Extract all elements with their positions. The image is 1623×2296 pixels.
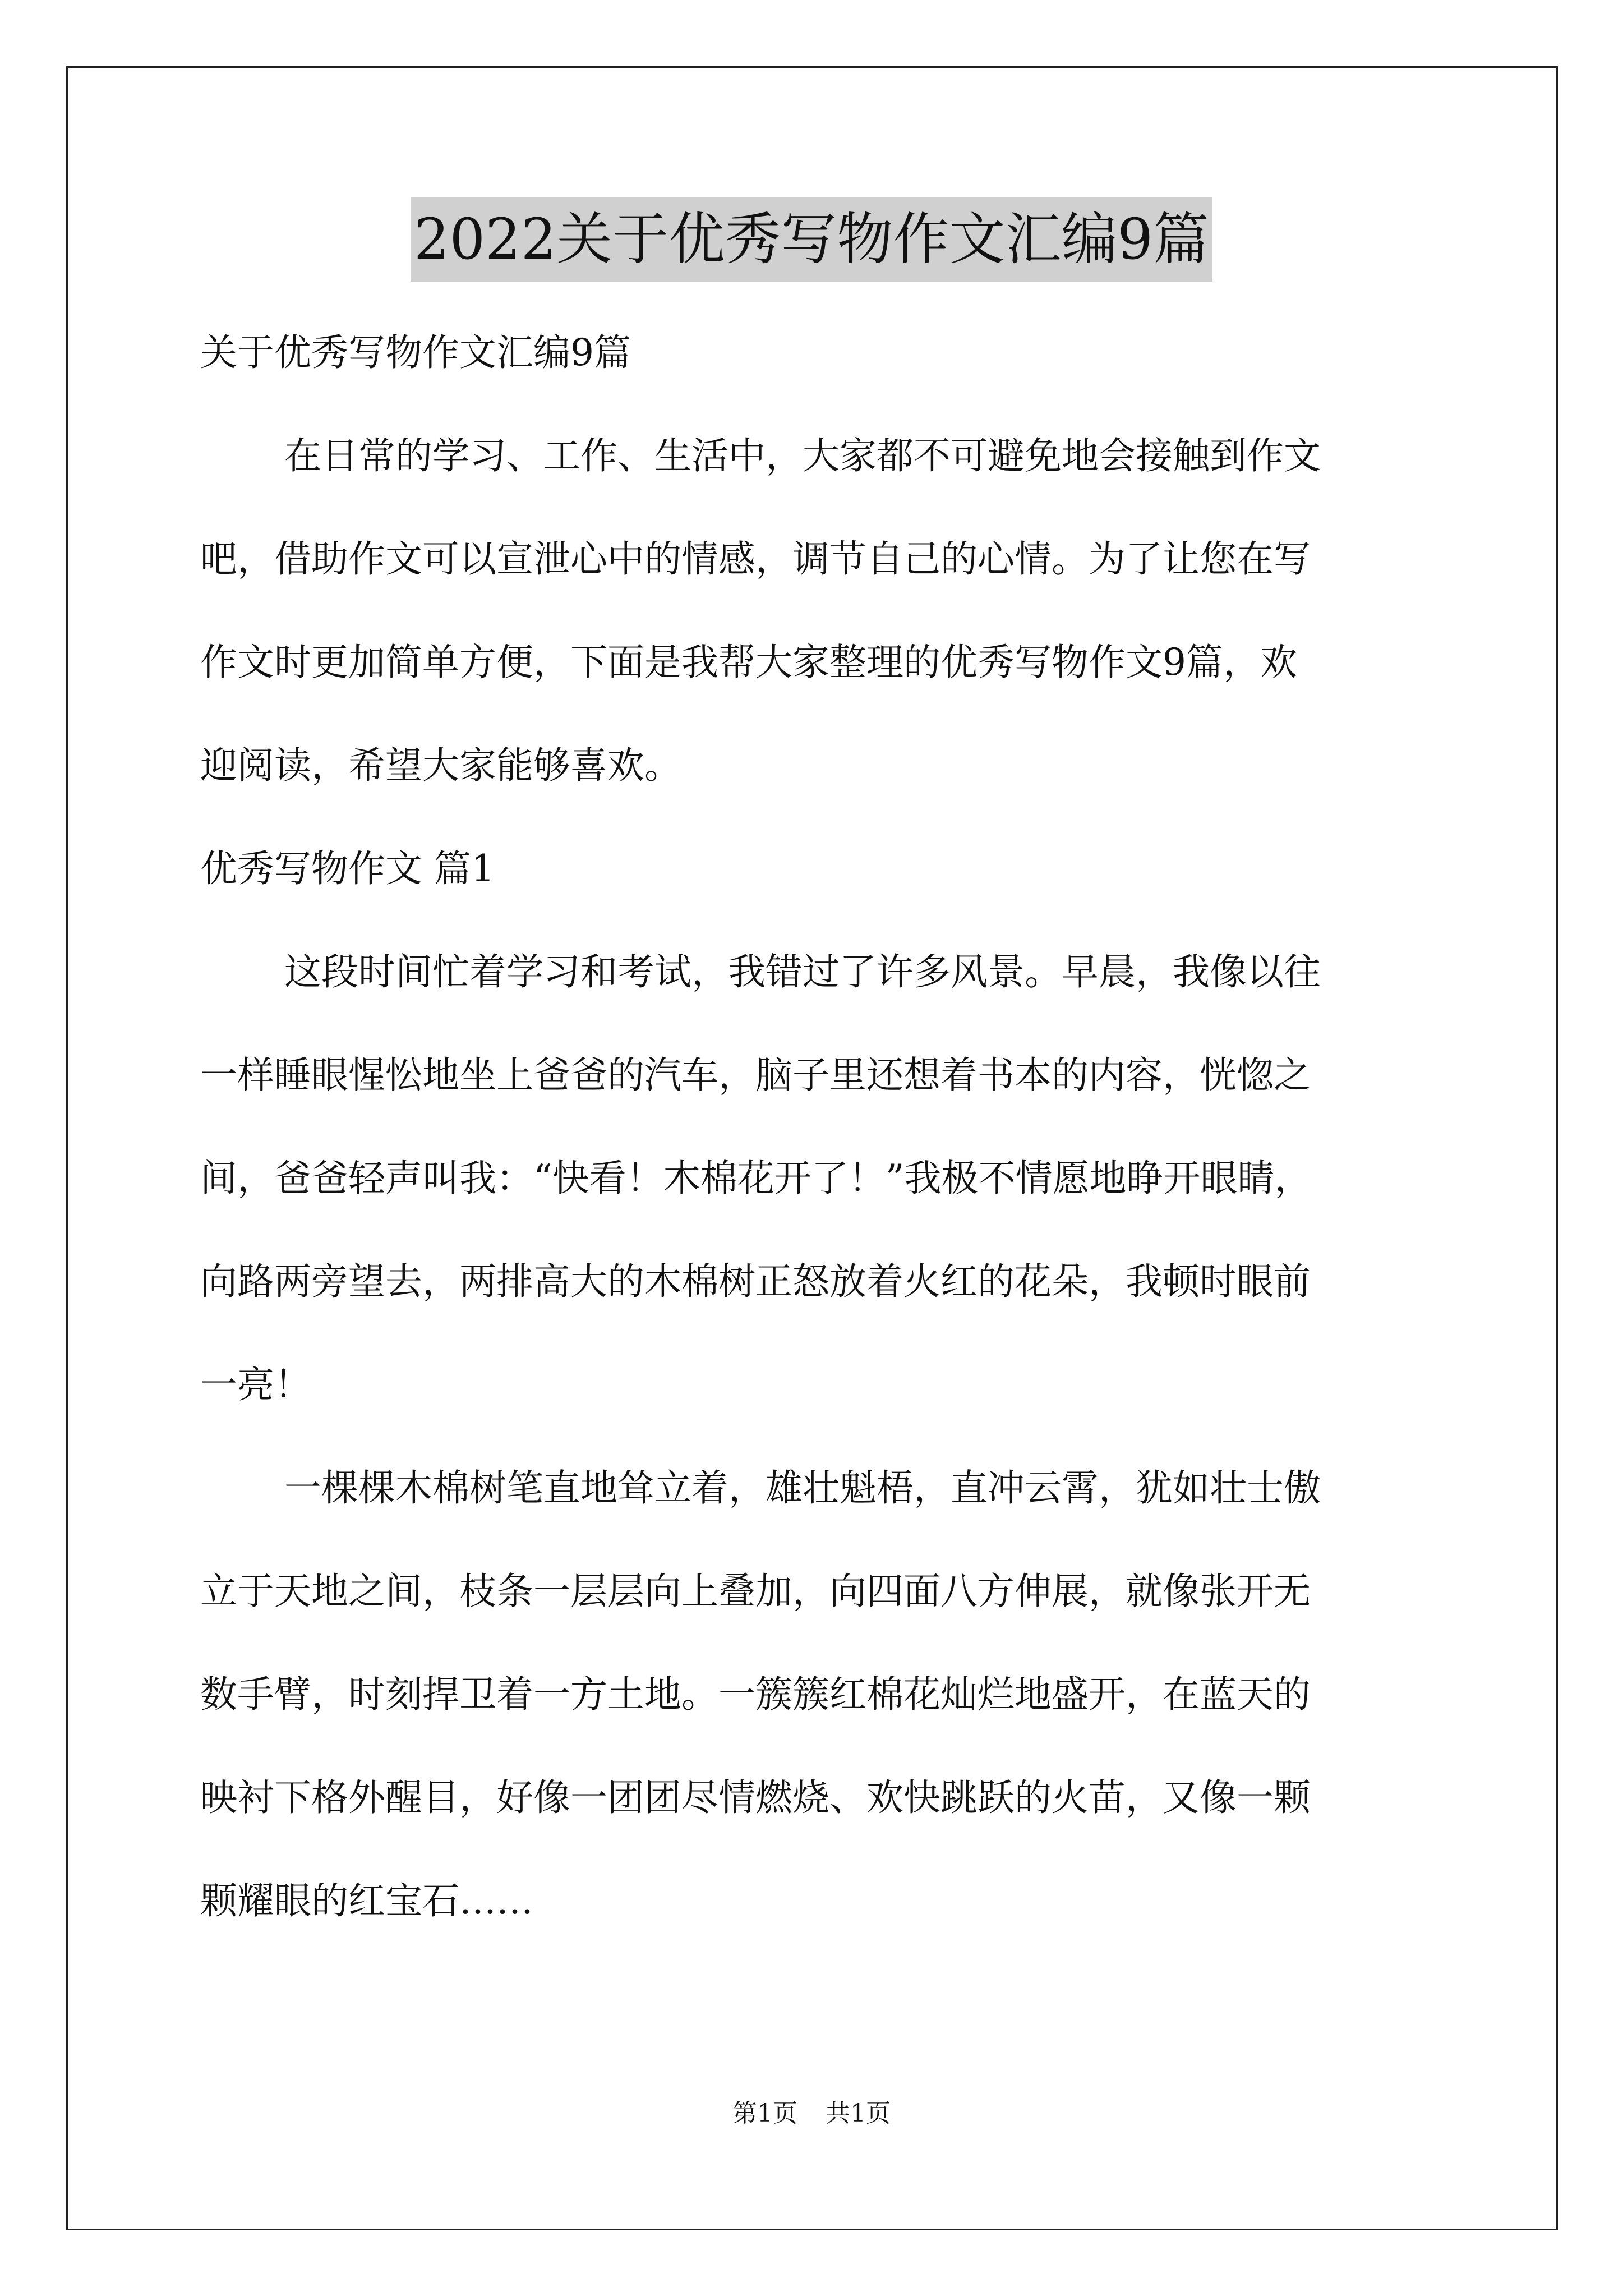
paragraph-line: 这段时间忙着学习和考试，我错过了许多风景。早晨，我像以往 xyxy=(284,950,1321,993)
page-footer xyxy=(0,2097,1623,2131)
paragraph-line: 映衬下格外醒目，好像一团团尽情燃烧、欢快跳跃的火苗，又像一颗 xyxy=(200,1776,1311,1819)
paragraph-line: 颗耀眼的红宝石…… xyxy=(200,1879,533,1922)
document-body xyxy=(200,301,1434,1953)
paragraph-line: 吧，借助作文可以宣泄心中的情感，调节自己的心情。为了让您在写 xyxy=(200,537,1311,581)
paragraph-line: 迎阅读，希望大家能够喜欢。 xyxy=(200,744,681,787)
page-number-total: 共1页 xyxy=(826,2099,891,2128)
paragraph-line: 向路两旁望去，两排高大的木棉树正怒放着火红的花朵，我顿时眼前 xyxy=(200,1260,1311,1303)
section-heading: 优秀写物作文 篇1 xyxy=(200,847,495,890)
paragraph-line: 在日常的学习、工作、生活中，大家都不可避免地会接触到作文 xyxy=(284,434,1321,477)
page-number-current: 第1页 xyxy=(732,2099,797,2128)
paragraph-line: 立于天地之间，枝条一层层向上叠加，向四面八方伸展，就像张开无 xyxy=(200,1570,1311,1613)
paragraph-line: 一样睡眼惺忪地坐上爸爸的汽车，脑子里还想着书本的内容，恍惚之 xyxy=(200,1053,1311,1097)
paragraph-line: 一棵棵木棉树笔直地耸立着，雄壮魁梧，直冲云霄，犹如壮士傲 xyxy=(284,1466,1321,1510)
title-container xyxy=(0,197,1623,282)
subtitle-line: 关于优秀写物作文汇编9篇 xyxy=(200,331,631,374)
paragraph-line: 数手臂，时刻捍卫着一方土地。一簇簇红棉花灿烂地盛开，在蓝天的 xyxy=(200,1673,1311,1716)
paragraph-line: 间，爸爸轻声叫我：“快看！木棉花开了！”我极不情愿地睁开眼睛， xyxy=(200,1157,1312,1200)
paragraph-line: 作文时更加简单方便，下面是我帮大家整理的优秀写物作文9篇，欢 xyxy=(200,641,1297,684)
paragraph-line: 一亮！ xyxy=(200,1363,311,1406)
document-title: 2022关于优秀写物作文汇编9篇 xyxy=(411,197,1212,282)
